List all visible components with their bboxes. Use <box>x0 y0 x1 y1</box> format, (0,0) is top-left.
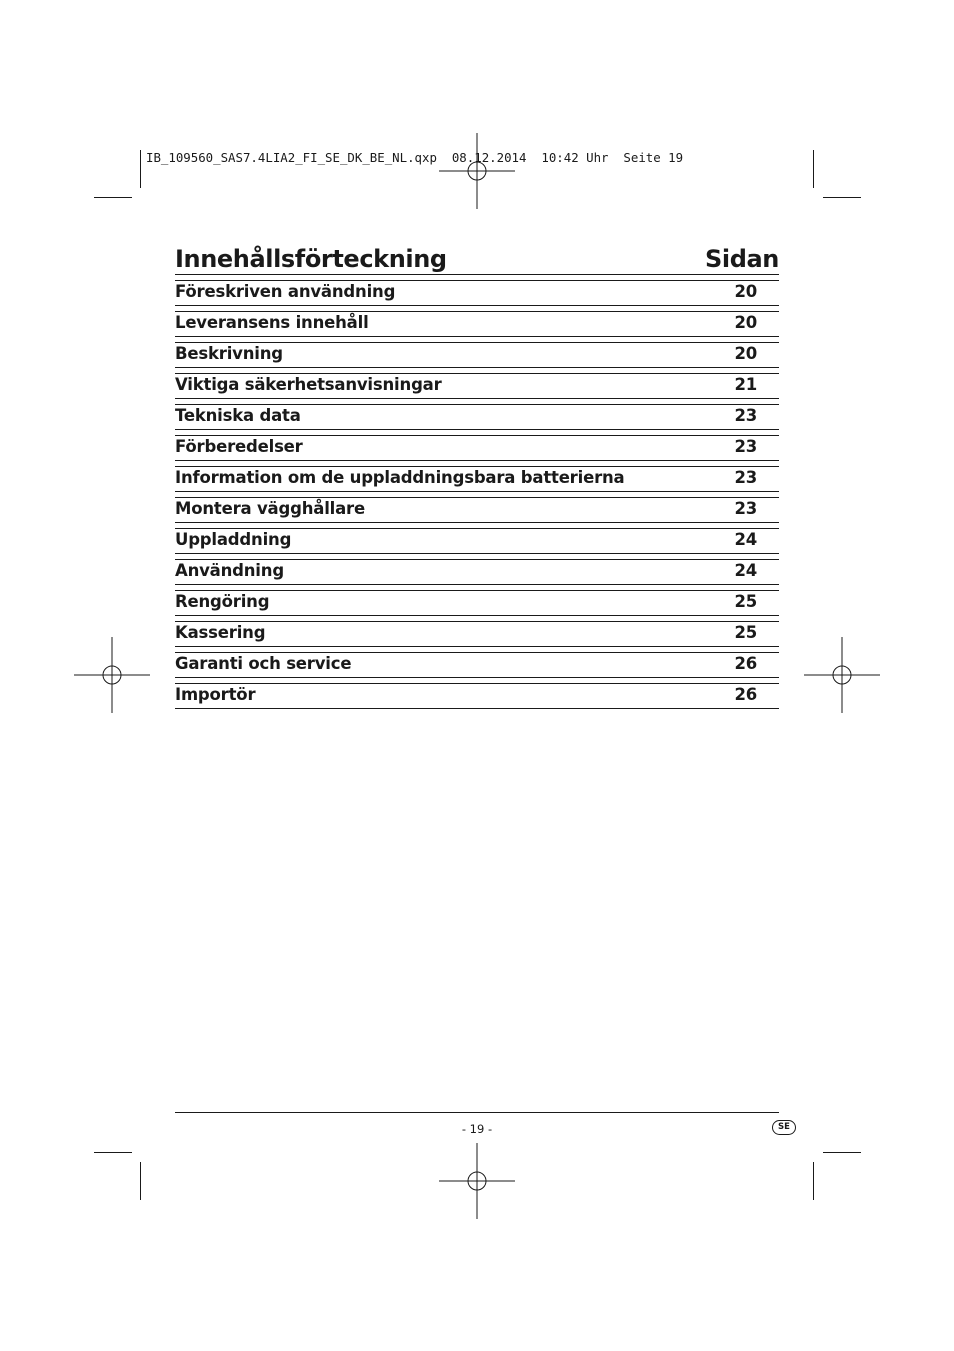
toc-entry-label: Viktiga säkerhetsanvisningar <box>175 375 442 394</box>
toc-entry[interactable] <box>175 590 779 616</box>
crop-mark <box>823 197 861 198</box>
toc-entry[interactable] <box>175 342 779 368</box>
toc-entry[interactable] <box>175 559 779 585</box>
toc-title: Innehållsförteckning <box>175 245 447 273</box>
crop-mark <box>813 1162 814 1200</box>
print-slug: IB_109560_SAS7.4LIA2_FI_SE_DK_BE_NL.qxp 08.12.2014 10:42 Uhr Seite 19 <box>146 150 684 165</box>
toc-entry-label: Uppladdning <box>175 530 292 549</box>
crop-mark <box>94 1152 132 1153</box>
crop-mark <box>813 150 814 188</box>
toc-entry-label: Montera vägghållare <box>175 499 365 518</box>
toc-entry-page: 26 <box>734 654 757 673</box>
toc-entry-label: Leveransens innehåll <box>175 313 369 332</box>
toc-entry-page: 21 <box>734 375 757 394</box>
toc-entry[interactable] <box>175 373 779 399</box>
toc-entry[interactable] <box>175 621 779 647</box>
crop-mark <box>94 197 132 198</box>
registration-mark-icon <box>74 637 150 713</box>
toc-entry-label: Kassering <box>175 623 266 642</box>
toc-entry[interactable] <box>175 497 779 523</box>
toc-entry-page: 23 <box>734 468 757 487</box>
toc-entry-label: Beskrivning <box>175 344 283 363</box>
toc-entry-page: 23 <box>734 437 757 456</box>
toc-entry-label: Tekniska data <box>175 406 301 425</box>
toc-entry-page: 20 <box>734 313 757 332</box>
toc-entry-page: 23 <box>734 406 757 425</box>
toc-entry[interactable] <box>175 311 779 337</box>
toc-entry[interactable] <box>175 404 779 430</box>
toc-entry[interactable] <box>175 683 779 709</box>
toc-entry[interactable] <box>175 652 779 678</box>
toc-entry-page: 24 <box>734 530 757 549</box>
toc-entry-page: 25 <box>734 623 757 642</box>
registration-mark-icon <box>439 133 515 209</box>
toc-entry-page: 26 <box>734 685 757 704</box>
toc-entry-label: Rengöring <box>175 592 270 611</box>
toc-entry-label: Garanti och service <box>175 654 352 673</box>
crop-mark <box>140 150 141 188</box>
table-of-contents <box>175 240 779 709</box>
page-number: - 19 - <box>461 1122 493 1136</box>
registration-mark-icon <box>439 1143 515 1219</box>
crop-mark <box>140 1162 141 1200</box>
toc-entry[interactable] <box>175 280 779 306</box>
toc-entry-label: Information om de uppladdningsbara batterierna <box>175 468 625 487</box>
toc-entry-label: Föreskriven användning <box>175 282 396 301</box>
toc-entry-page: 20 <box>734 282 757 301</box>
toc-header <box>175 240 779 275</box>
toc-entry[interactable] <box>175 466 779 492</box>
toc-entry-label: Förberedelser <box>175 437 303 456</box>
toc-page-heading: Sidan <box>705 245 779 273</box>
footer-divider <box>175 1112 779 1113</box>
registration-mark-icon <box>804 637 880 713</box>
language-badge: SE <box>772 1120 796 1135</box>
toc-entry[interactable] <box>175 528 779 554</box>
toc-entry-page: 24 <box>734 561 757 580</box>
toc-list <box>175 280 779 709</box>
toc-entry-page: 25 <box>734 592 757 611</box>
toc-entry[interactable] <box>175 435 779 461</box>
toc-entry-page: 20 <box>734 344 757 363</box>
toc-entry-label: Användning <box>175 561 284 580</box>
toc-entry-label: Importör <box>175 685 256 704</box>
toc-entry-page: 23 <box>734 499 757 518</box>
crop-mark <box>823 1152 861 1153</box>
